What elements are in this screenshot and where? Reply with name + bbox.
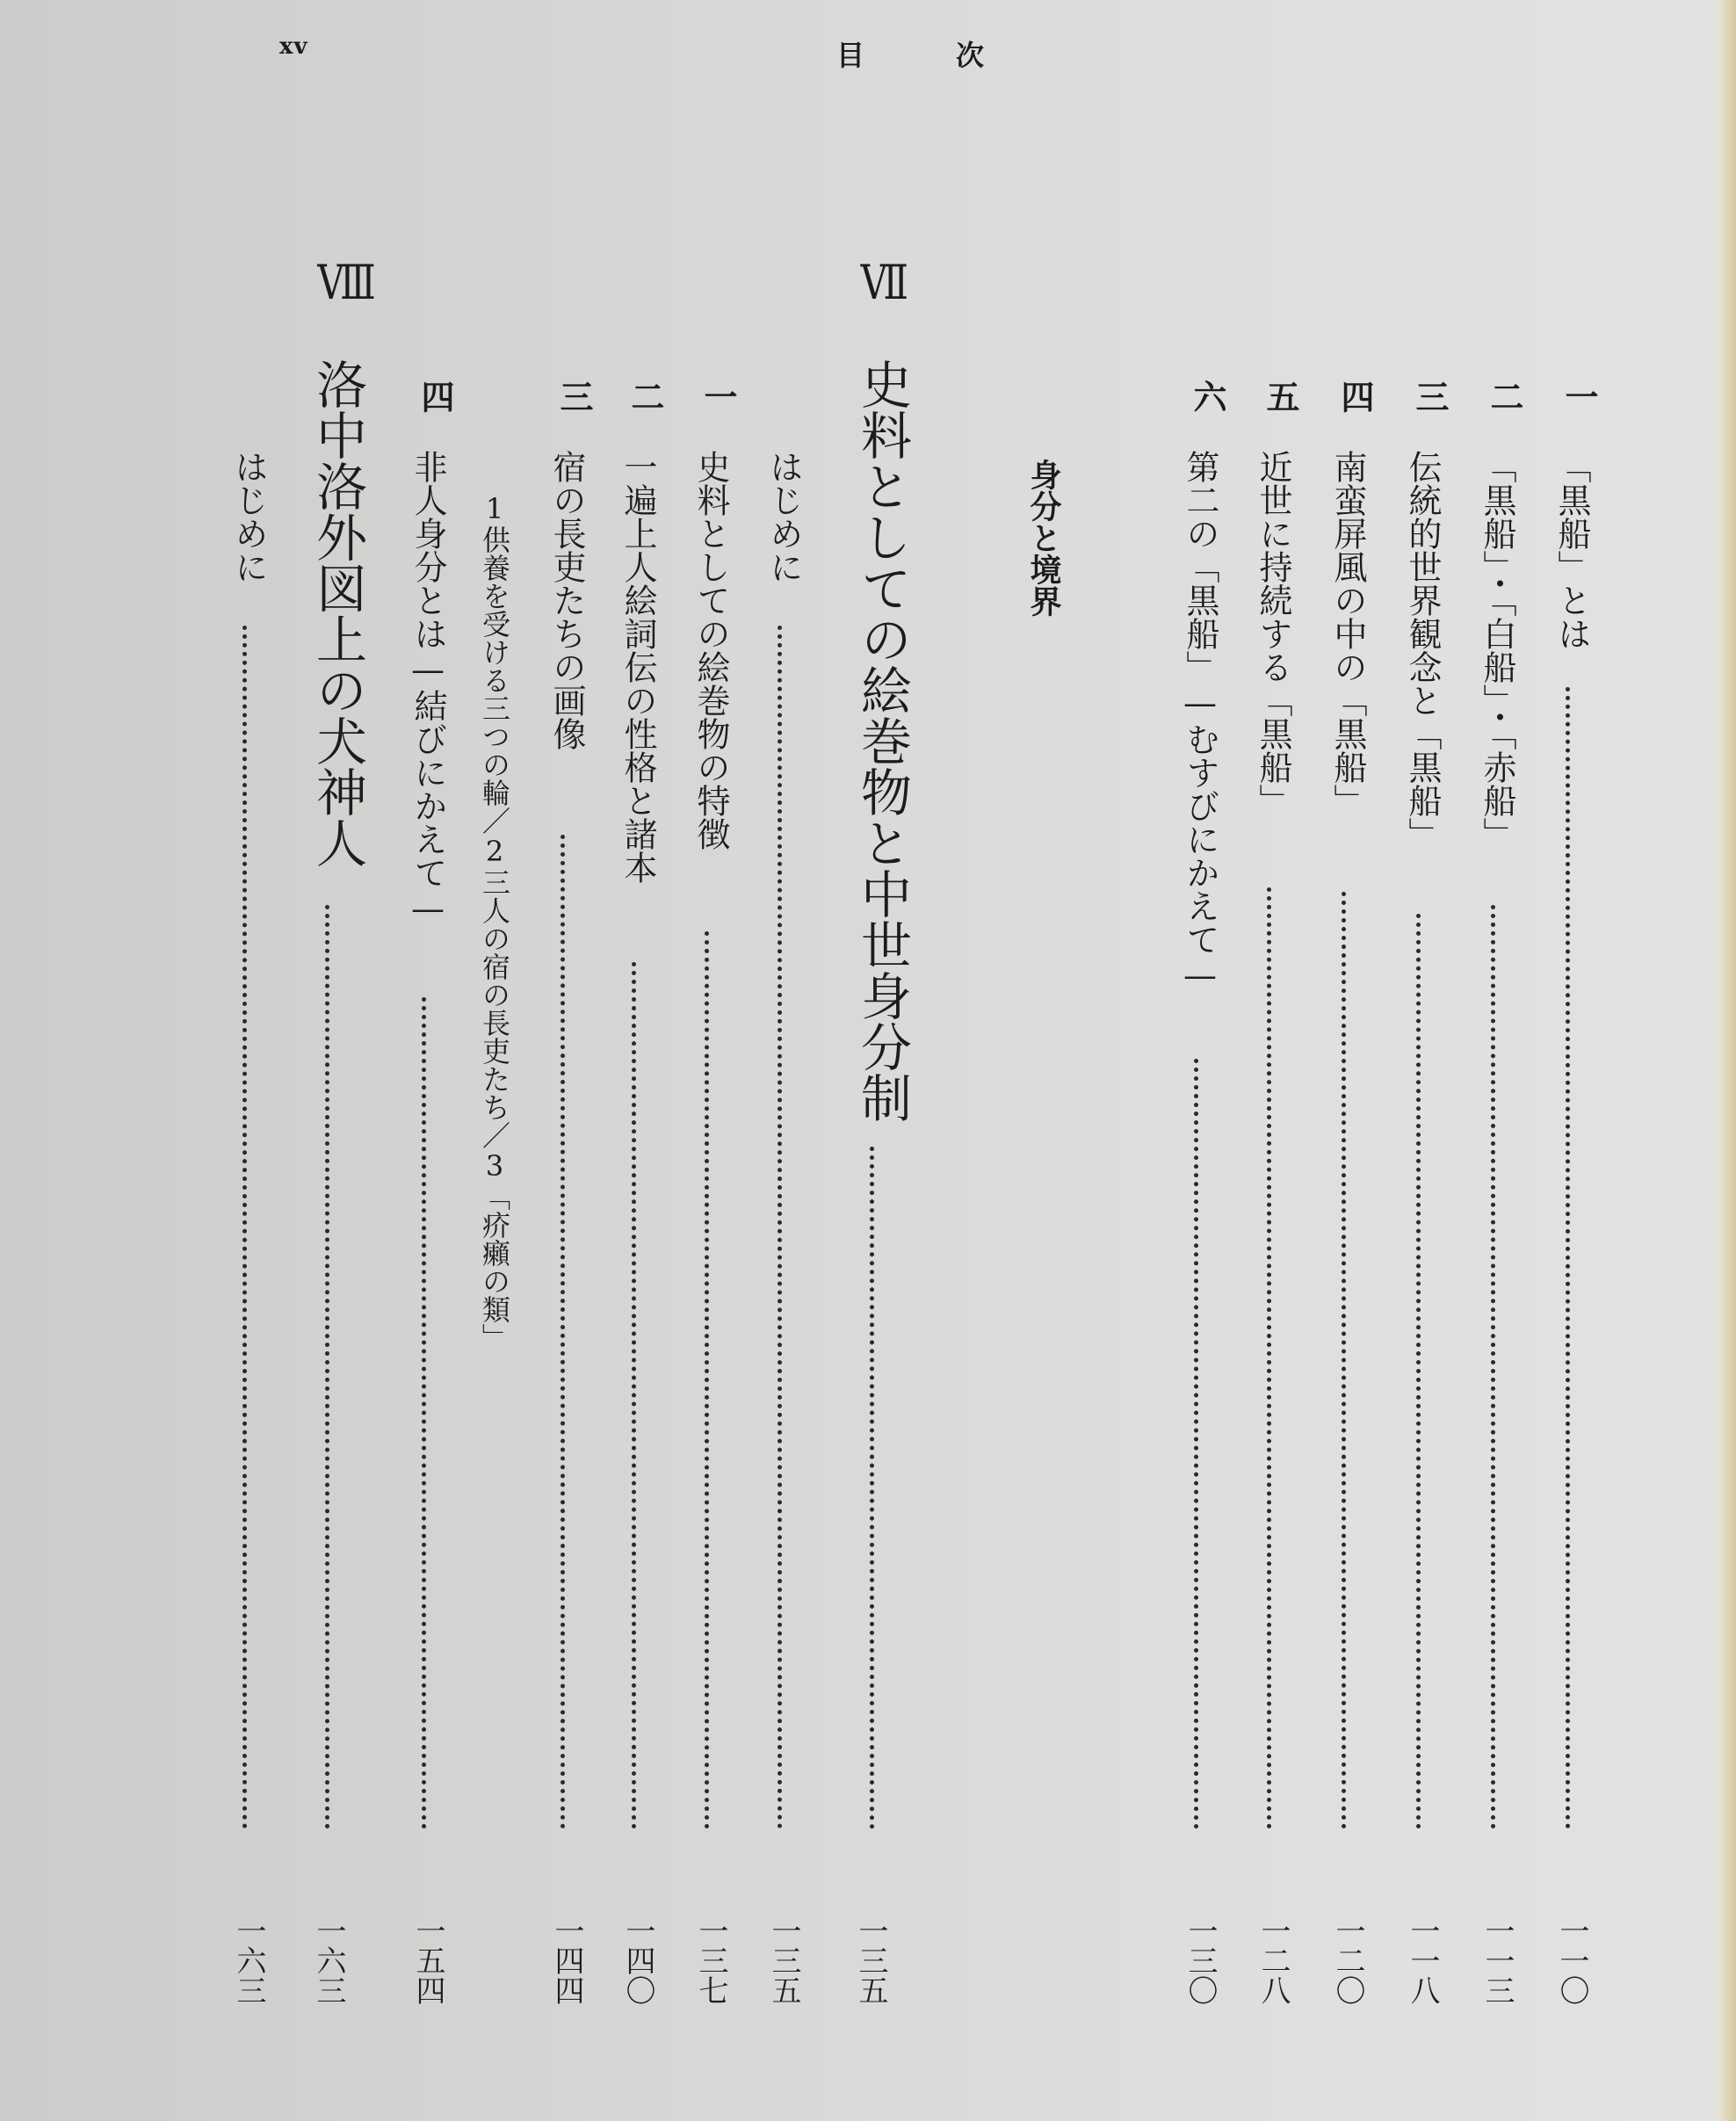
entry-title: 第二の「黒船」—むすびにかえて—	[1181, 450, 1219, 995]
item-title: 宿の長吏たちの画像	[547, 450, 586, 750]
entry-number: 二	[1485, 380, 1524, 413]
dot-leader	[422, 997, 426, 1829]
entry-page: 一二八	[1255, 1915, 1291, 2005]
dot-leader	[242, 626, 247, 1829]
entry-title: 「黒船」とは	[1552, 450, 1591, 650]
item-page: 一四四	[549, 1915, 584, 2005]
dot-leader	[1491, 905, 1495, 1829]
chapter-page: 一六三	[311, 1915, 346, 2005]
item-page: 一四〇	[620, 1915, 655, 2005]
chapter-roman: Ⅶ	[860, 255, 909, 310]
item-page: 一三五	[766, 1915, 801, 2005]
entry-page: 一一八	[1405, 1915, 1440, 2005]
entry-title: 南蛮屏風の中の「黒船」	[1328, 450, 1367, 817]
dot-leader	[778, 626, 782, 1829]
item-title: 一遍上人絵詞伝の性格と諸本	[618, 450, 657, 884]
dot-leader	[1267, 887, 1271, 1829]
entry-page: 一一〇	[1554, 1915, 1589, 2005]
dot-leader	[1566, 687, 1570, 1829]
dot-leader	[561, 835, 565, 1829]
item-number: 四	[416, 380, 455, 413]
entry-number: 四	[1335, 380, 1375, 413]
item-title: はじめに	[229, 450, 268, 583]
entry-number: 六	[1188, 380, 1227, 413]
dot-leader	[1416, 914, 1421, 1829]
entry-page: 一一三	[1479, 1915, 1515, 2005]
item-page: 一五四	[410, 1915, 445, 2005]
chapter-title: 洛中洛外図上の犬神人	[307, 358, 367, 868]
entry-number: 五	[1261, 380, 1300, 413]
item-number: 三	[554, 380, 594, 413]
dot-leader	[1194, 1059, 1198, 1829]
entry-number: 一	[1559, 380, 1599, 413]
entry-page: 一三〇	[1183, 1915, 1218, 2005]
header-title-right: 次	[956, 39, 987, 72]
page-edge	[1718, 0, 1736, 2121]
dot-leader	[632, 962, 636, 1829]
dot-leader	[325, 905, 329, 1829]
entry-title: 近世に持続する「黒船」	[1254, 450, 1292, 817]
item-title: 非人身分とは—結びにかえて—	[409, 450, 447, 928]
entry-page: 一二〇	[1330, 1915, 1365, 2005]
toc-subitems-7-3[interactable]: 1供養を受ける三つの輪／2三人の宿の長吏たち／3「疥癩の類」	[478, 492, 511, 1351]
part-heading: 身分と境界	[1025, 459, 1062, 617]
entry-number: 三	[1410, 380, 1450, 413]
item-title: 史料としての絵巻物の特徴	[691, 450, 730, 851]
chapter-page: 一三五	[853, 1915, 888, 2005]
item-page: 一三七	[693, 1915, 728, 2005]
item-title: はじめに	[764, 450, 803, 583]
chapter-roman: Ⅷ	[317, 255, 376, 310]
item-page: 一六三	[231, 1915, 266, 2005]
entry-title: 「黒船」・「白船」・「赤船」	[1478, 450, 1516, 851]
chapter-title: 史料としての絵巻物と中世身分制	[852, 358, 912, 1123]
header-title-left: 目	[836, 39, 867, 72]
page-number-roman: xv	[279, 33, 308, 60]
dot-leader	[705, 931, 709, 1829]
dot-leader	[870, 1147, 874, 1829]
item-number: 二	[626, 380, 665, 413]
dot-leader	[1342, 892, 1346, 1829]
entry-title: 伝統的世界観念と「黒船」	[1403, 450, 1442, 851]
item-number: 一	[698, 380, 738, 413]
